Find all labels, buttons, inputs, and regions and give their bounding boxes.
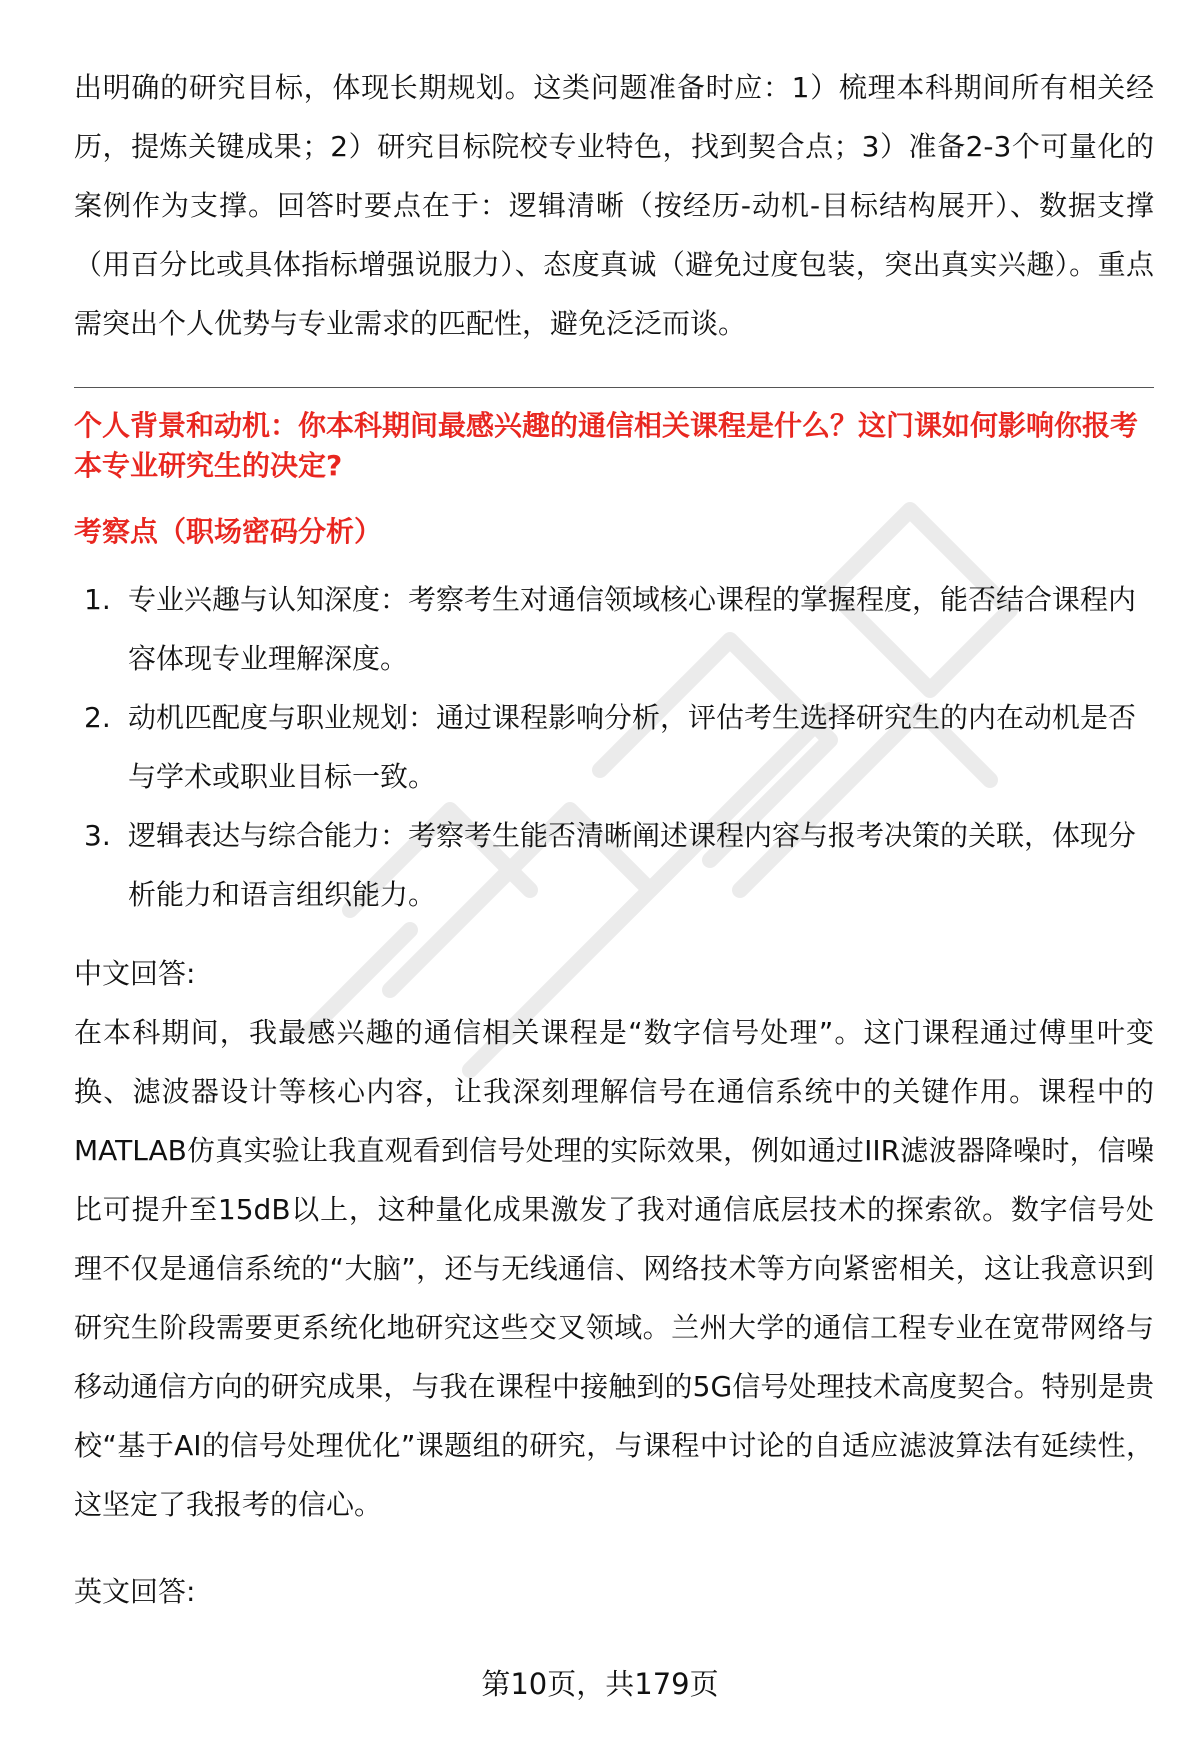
list-item [74,570,1154,688]
list-item [74,806,1154,924]
question-heading: 个人背景和动机：你本科期间最感兴趣的通信相关课程是什么？这门课如何影响你报考本专业研究生的决定? [74,409,1139,482]
assessment-points-list [74,570,1154,924]
intro-paragraph: 出明确的研究目标，体现长期规划。这类问题准备时应：1）梳理本科期间所有相关经历，提炼关键成果；2）研究目标院校专业特色，找到契合点；3）准备2-3个可量化的案例作为支撑。回答时要点在于：逻辑清晰（按经历-动机-目标结构展开）、数据支撑（用百分比或具体指标增强说服力）、态度真诚（避免过度包装，突出真实兴趣）。重点需突出个人优势与专业需求的匹配性，避免泛泛而谈。 [74,71,1154,340]
section-divider [74,387,1154,388]
document-page [74,58,1154,1621]
list-item-number: 2. [84,701,111,734]
page-indicator: 第10页，共179页 [481,1667,719,1701]
english-answer-label: 英文回答: [74,1575,196,1608]
assessment-heading: 考察点（职场密码分析） [74,515,383,548]
list-item-number: 1. [84,583,111,616]
list-item-text: 专业兴趣与认知深度：考察考生对通信领域核心课程的掌握程度，能否结合课程内容体现专业理解深度。 [128,583,1137,675]
list-item-text: 动机匹配度与职业规划：通过课程影响分析，评估考生选择研究生的内在动机是否与学术或职业目标一致。 [128,701,1137,793]
chinese-answer-label: 中文回答: [74,957,196,990]
list-item-text: 逻辑表达与综合能力：考察考生能否清晰阐述课程内容与报考决策的关联，体现分析能力和语言组织能力。 [128,819,1137,911]
chinese-answer-text: 在本科期间，我最感兴趣的通信相关课程是“数字信号处理”。这门课程通过傅里叶变换、滤波器设计等核心内容，让我深刻理解信号在通信系统中的关键作用。课程中的MATLAB仿真实验让我直观看到信号处理的实际效果，例如通过IIR滤波器降噪时，信噪比可提升至15dB以上，这种量化成果激发了我对通信底层技术的探索欲。数字信号处理不仅是通信系统的“大脑”，还与无线通信、网络技术等方向紧密相关，这让我意识到研究生阶段需要更系统化地研究这些交叉领域。兰州大学的通信工程专业在宽带网络与移动通信方向的研究成果，与我在课程中接触到的5G信号处理技术高度契合。特别是贵校“基于AI的信号处理优化”课题组的研究，与课程中讨论的自适应滤波算法有延续性，这坚定了我报考的信心。 [74,1016,1154,1521]
list-item [74,688,1154,806]
list-item-number: 3. [84,819,111,852]
